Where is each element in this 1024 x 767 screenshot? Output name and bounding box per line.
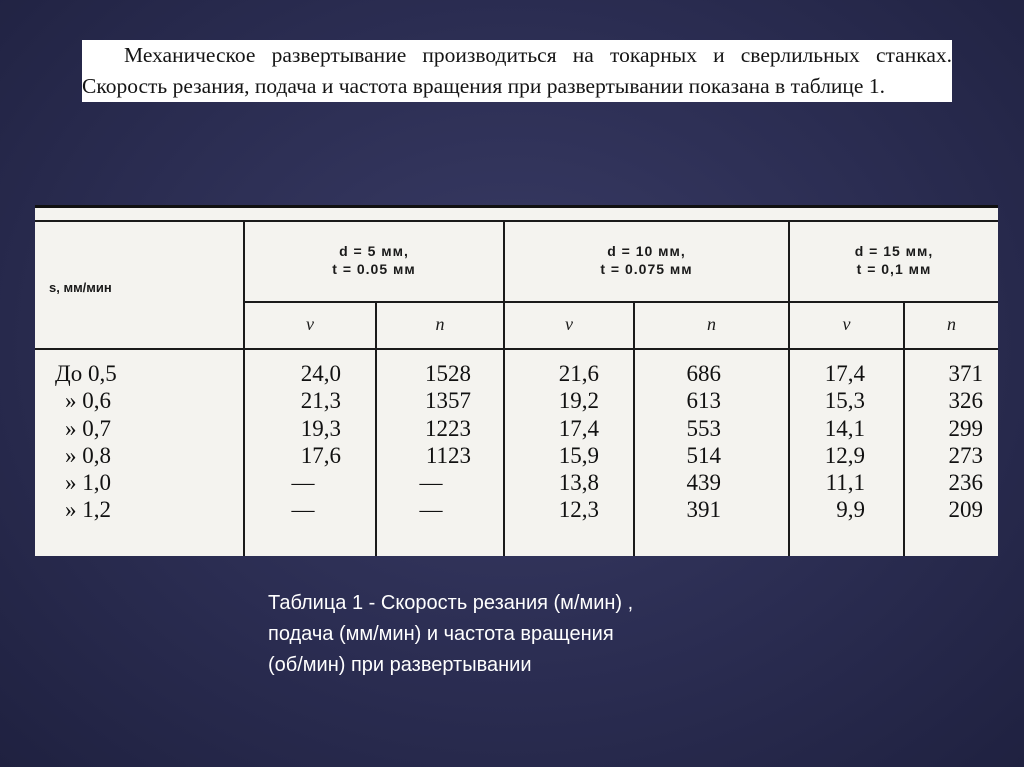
row-header: s, мм/мин xyxy=(49,280,112,295)
caption-line: Таблица 1 - Скорость резания (м/мин) , xyxy=(268,592,634,614)
column-n-d5 xyxy=(391,360,471,524)
table-cell: 17,4 xyxy=(558,415,599,441)
grid-line xyxy=(633,303,635,556)
row-label: » 0,8 xyxy=(65,442,111,468)
row-label: До 0,5 xyxy=(55,361,117,386)
group-header-3 xyxy=(790,242,998,278)
table-cell: — xyxy=(419,497,443,523)
table-cell: 273 xyxy=(948,442,983,468)
grid-line xyxy=(35,220,998,222)
table-cell: 439 xyxy=(686,470,721,496)
group-t: t = 0.05 мм xyxy=(332,261,416,277)
table-cell: 19,2 xyxy=(558,388,599,414)
table-cell: 1123 xyxy=(425,442,471,468)
table-caption xyxy=(268,588,788,681)
table-cell: 1223 xyxy=(425,415,471,441)
table-cell: 21,3 xyxy=(300,388,341,414)
grid-line xyxy=(245,301,998,303)
table-cell: 17,6 xyxy=(300,442,341,468)
group-d: d = 10 мм, xyxy=(607,243,686,259)
column-n-d10 xyxy=(653,360,721,524)
table-cell: 613 xyxy=(686,388,721,414)
grid-line xyxy=(903,303,905,556)
column-n-d15 xyxy=(921,360,983,524)
table-cell: — xyxy=(291,470,315,496)
table-cell: 209 xyxy=(948,497,983,523)
table-cell: 19,3 xyxy=(300,415,341,441)
caption-line: (об/мин) при развертывании xyxy=(268,654,532,676)
sub-header-v: v xyxy=(565,314,573,334)
row-label: » 1,0 xyxy=(65,470,111,496)
group-d: d = 15 мм, xyxy=(854,243,934,259)
table-cell: 24,0 xyxy=(300,361,341,386)
table-cell: 14,1 xyxy=(824,415,865,441)
table-cell: 1528 xyxy=(425,361,471,386)
group-t: t = 0.075 мм xyxy=(600,261,693,277)
row-label: » 1,2 xyxy=(65,497,111,523)
table-cell: — xyxy=(419,470,443,496)
group-header-1 xyxy=(245,242,503,278)
table-cell: 299 xyxy=(948,415,983,441)
table-cell: — xyxy=(291,497,315,523)
intro-text: Механическое развертывание производиться на токарных и сверлильных станках. Скорость резания, подача и частота вращения при развертывании показана в таблице 1. xyxy=(82,43,952,98)
table-cell: 391 xyxy=(686,497,721,523)
sub-header-n: n xyxy=(435,314,445,334)
intro-paragraph xyxy=(82,40,952,102)
caption-line: подача (мм/мин) и частота вращения xyxy=(268,623,614,645)
table-cell: 21,6 xyxy=(558,361,599,386)
row-label: » 0,7 xyxy=(65,415,111,441)
column-v-d10 xyxy=(525,360,599,524)
table-cell: 1357 xyxy=(425,388,471,414)
reaming-table xyxy=(35,205,998,556)
table-cell: 686 xyxy=(686,361,721,386)
table-cell: 371 xyxy=(948,361,983,386)
table-cell: 12,9 xyxy=(824,442,865,468)
grid-line xyxy=(375,303,377,556)
column-v-d5 xyxy=(265,360,341,524)
table-cell: 326 xyxy=(948,388,983,414)
table-cell: 13,8 xyxy=(558,470,599,496)
table-cell: 553 xyxy=(686,415,721,441)
table-cell: 11,1 xyxy=(825,470,865,496)
table-cell: 9,9 xyxy=(836,497,865,523)
table-cell: 514 xyxy=(686,442,721,468)
sub-header-v: v xyxy=(842,314,851,334)
group-t: t = 0,1 мм xyxy=(856,261,932,277)
table-cell: 15,9 xyxy=(558,442,599,468)
group-d: d = 5 мм, xyxy=(339,243,409,259)
table-cell: 236 xyxy=(948,470,983,496)
column-v-d15 xyxy=(799,360,865,524)
grid-line xyxy=(35,348,998,350)
sub-header-n: n xyxy=(707,314,716,334)
group-header-2 xyxy=(505,242,788,278)
row-labels xyxy=(55,360,205,524)
sub-header-n: n xyxy=(947,314,956,334)
row-label: » 0,6 xyxy=(65,388,111,414)
table-cell: 17,4 xyxy=(824,361,865,386)
table-cell: 15,3 xyxy=(824,388,865,414)
sub-header-v: v xyxy=(306,314,314,334)
table-cell: 12,3 xyxy=(558,497,599,523)
